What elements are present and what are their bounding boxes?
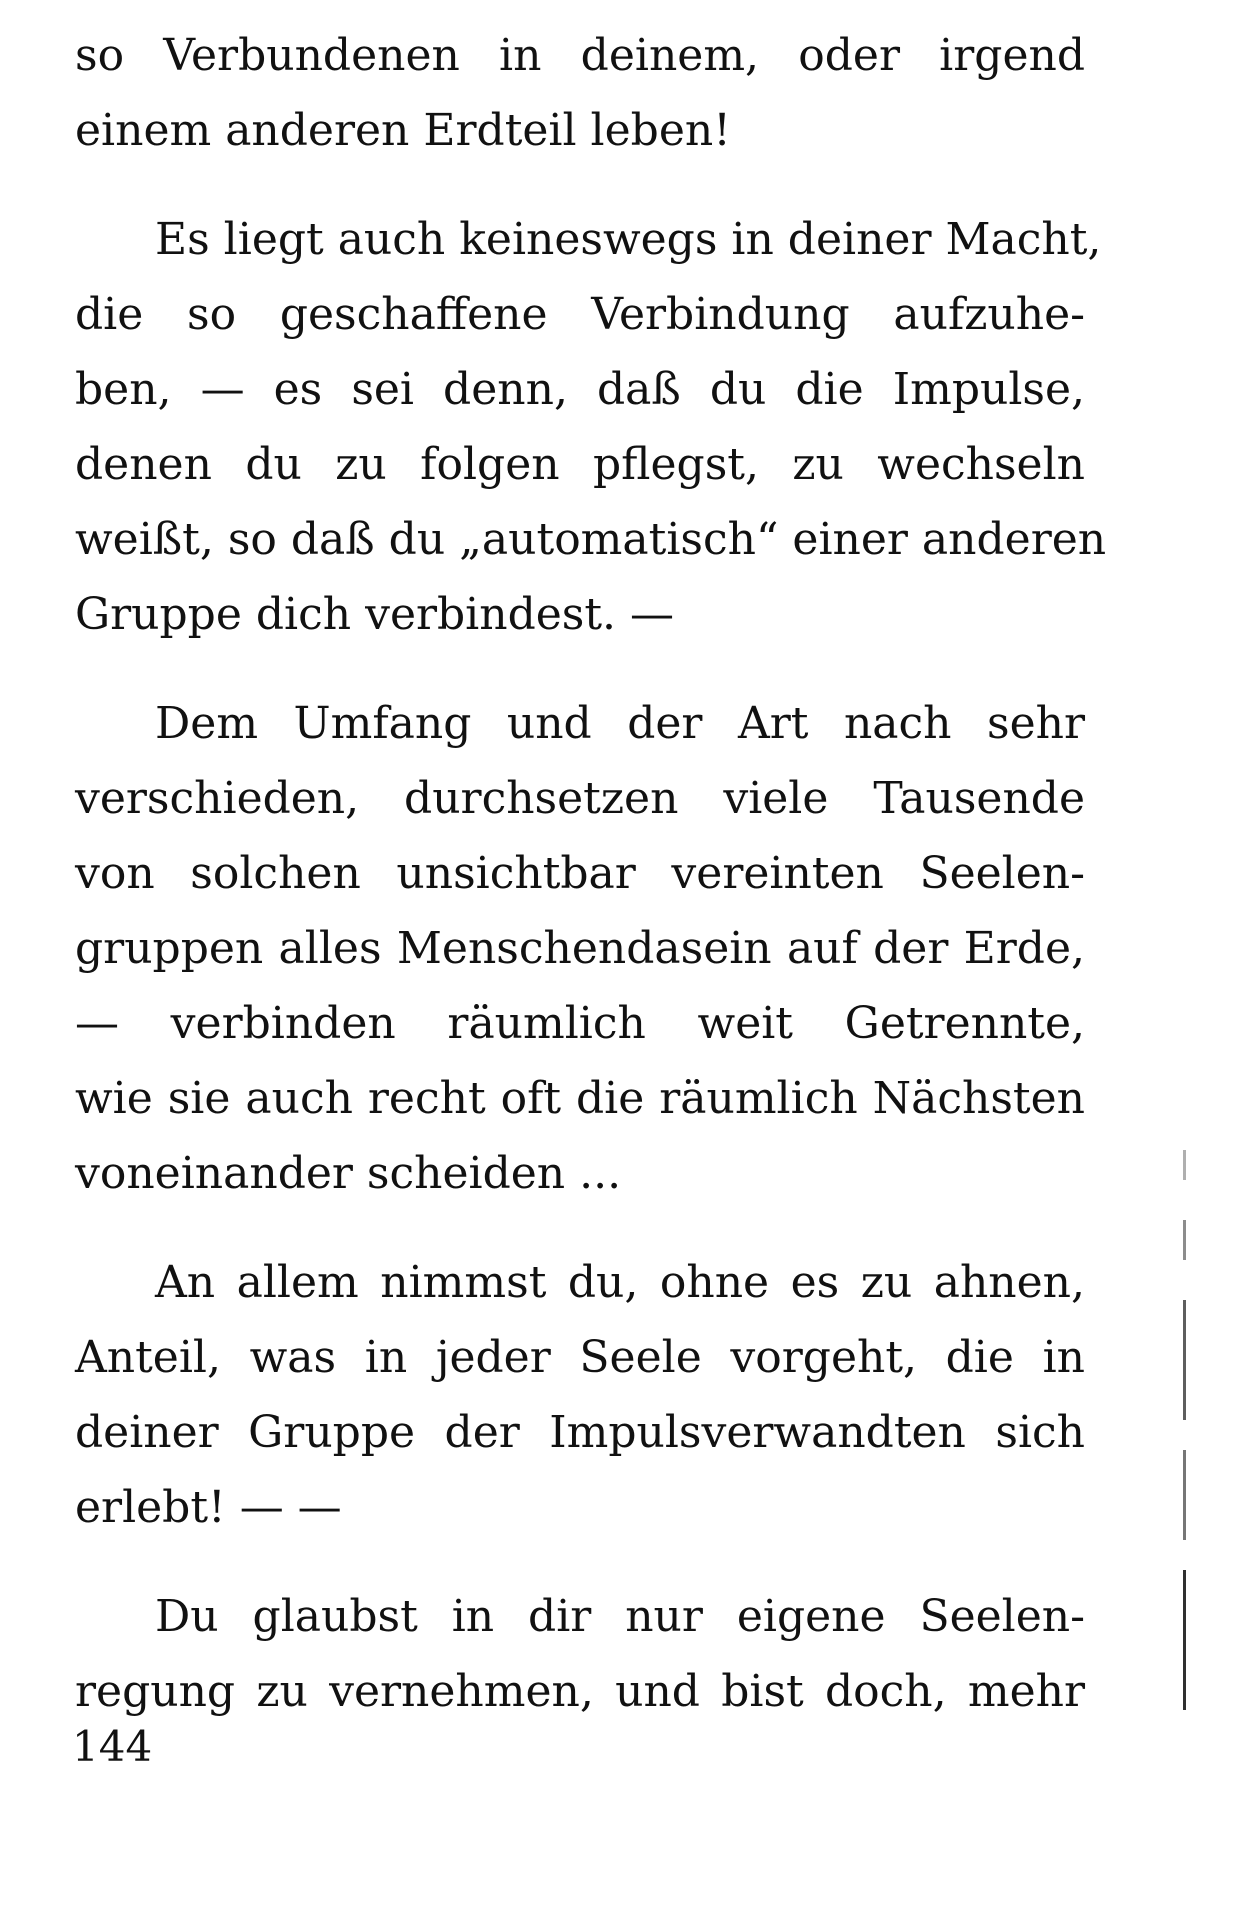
text-line: so Verbundenen in deinem, oder irgend [75,30,1085,81]
text-line: erlebt! — — [75,1482,342,1533]
page-body-text [75,18,1107,1763]
text-line: regung zu vernehmen, und bist doch, mehr [75,1666,1085,1717]
text-line: voneinander scheiden ... [75,1148,622,1199]
paragraph-1 [75,18,1085,168]
paragraph-2 [75,202,1107,652]
text-line: von solchen unsichtbar vereinten Seelen- [75,848,1085,899]
text-line: die so geschaffene Verbindung aufzuhe- [75,289,1085,340]
text-line: weißt, so daß du „automatisch“ einer anderen [75,514,1107,565]
text-line: — verbinden räumlich weit Getrennte, [75,998,1085,1049]
text-line: ben, — es sei denn, daß du die Impulse, [75,364,1085,415]
text-line: Du glaubst in dir nur eigene Seelen- [155,1591,1085,1642]
text-line: An allem nimmst du, ohne es zu ahnen, [155,1257,1085,1308]
text-line: deiner Gruppe der Impulsverwandten sich [75,1407,1085,1458]
paragraph-3 [75,686,1085,1211]
text-line: verschieden, durchsetzen viele Tausende [75,773,1085,824]
text-line: wie sie auch recht oft die räumlich Nächsten [75,1073,1085,1124]
text-line: gruppen alles Menschendasein auf der Erde, [75,923,1085,974]
text-line: Anteil, was in jeder Seele vorgeht, die in [75,1332,1085,1383]
text-line: Gruppe dich verbindest. — [75,589,675,640]
text-line: denen du zu folgen pflegst, zu wechseln [75,439,1085,490]
paragraph-4 [75,1245,1085,1545]
text-line: Es liegt auch keineswegs in deiner Macht, [155,214,1102,265]
text-line: einem anderen Erdteil leben! [75,105,731,156]
paragraph-5 [75,1579,1085,1729]
page-number: 144 [72,1722,153,1771]
text-line: Dem Umfang und der Art nach sehr [155,698,1085,749]
scan-edge-artifact [1183,1150,1187,1730]
